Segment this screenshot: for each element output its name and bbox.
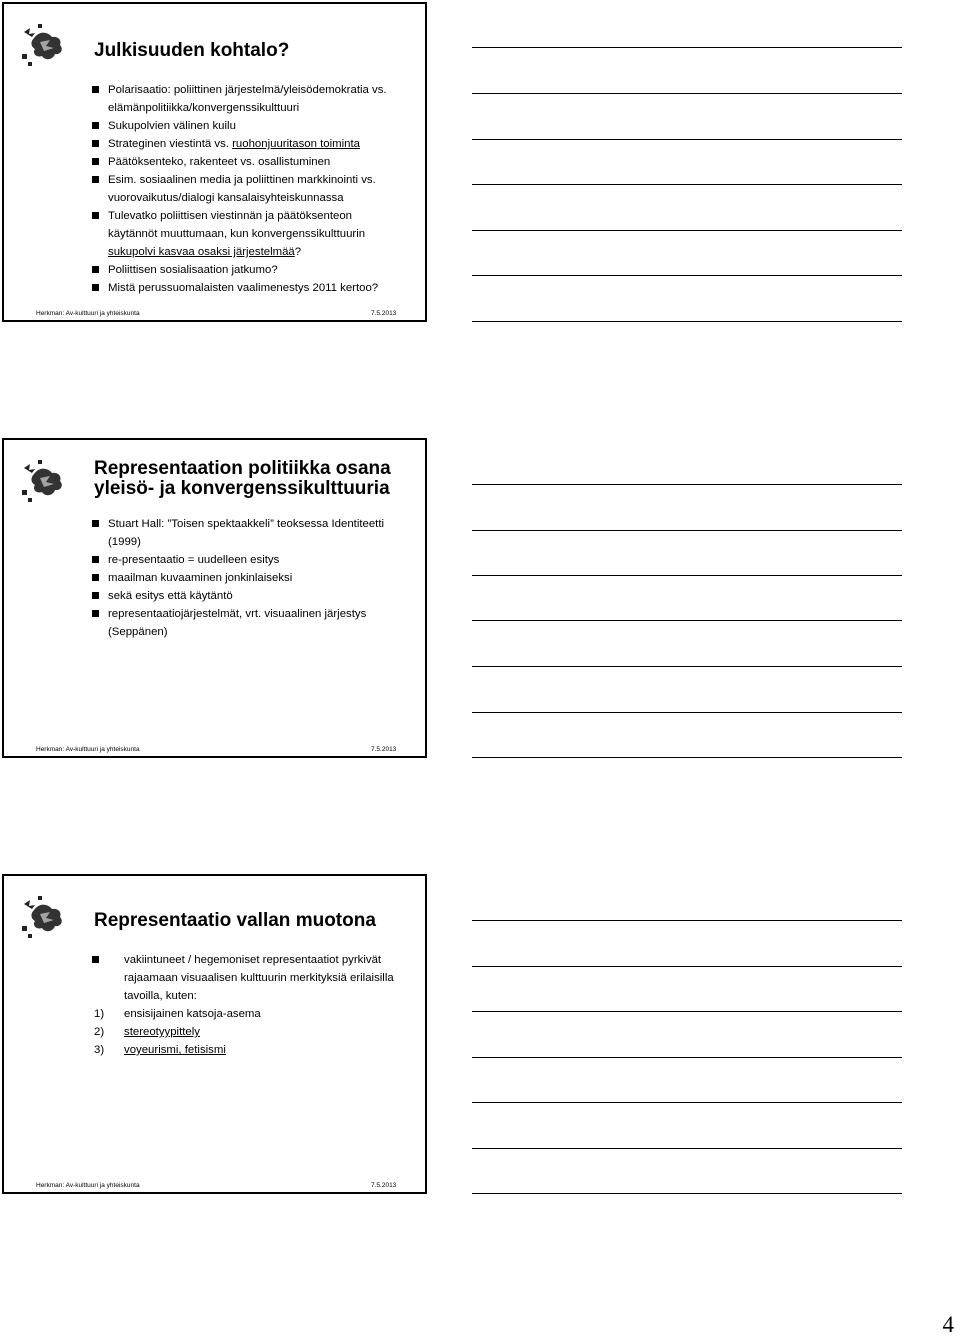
underlined-text: stereotyypittely (124, 1026, 200, 1038)
numbered-item: 3) voyeurismi, fetisismi (94, 1044, 226, 1056)
note-line (472, 484, 902, 485)
numbered-item: 2) stereotyypittely (94, 1026, 200, 1038)
university-logo-icon (20, 896, 64, 940)
slide-body (88, 951, 405, 1059)
slide-title: Representaation politiikka osana yleisö- ja konvergenssikulttuuria (94, 458, 391, 499)
slide-3 (2, 874, 427, 1194)
note-line (472, 1011, 902, 1012)
note-line (472, 530, 902, 531)
square-bullet-icon (92, 956, 99, 963)
slide-2 (2, 438, 427, 758)
note-line (472, 93, 902, 94)
page-number: 4 (942, 1312, 954, 1337)
list-item: maailman kuvaaminen jonkinlaiseksi (88, 569, 405, 587)
square-bullet-icon (92, 266, 99, 273)
note-line (472, 1102, 902, 1103)
square-bullet-icon (92, 176, 99, 183)
square-bullet-icon (92, 122, 99, 129)
slide-footer-author: Herkman: Av-kulttuuri ja yhteiskunta (36, 746, 140, 753)
square-bullet-icon (92, 520, 99, 527)
slide-footer-author: Herkman: Av-kulttuuri ja yhteiskunta (36, 1182, 140, 1189)
numbered-item: 1) ensisijainen katsoja-asema (94, 1008, 261, 1020)
slide-title: Representaatio vallan muotona (94, 910, 376, 931)
square-bullet-icon (92, 158, 99, 165)
square-bullet-icon (92, 212, 99, 219)
note-line (472, 1148, 902, 1149)
note-line (472, 920, 902, 921)
list-item: representaatiojärjestelmät, vrt. visuaalinen järjestys (88, 605, 405, 623)
slide-body (88, 515, 405, 641)
list-item: Poliittisen sosialisaation jatkumo? (88, 261, 405, 279)
list-item: Stuart Hall: ”Toisen spektaakkeli” teoksessa Identiteetti (88, 515, 405, 533)
note-line (472, 712, 902, 713)
square-bullet-icon (92, 556, 99, 563)
list-item: Päätöksenteko, rakenteet vs. osallistuminen (88, 153, 405, 171)
note-line (472, 1057, 902, 1058)
note-line (472, 966, 902, 967)
note-line (472, 666, 902, 667)
slide-footer-date: 7.5.2013 (371, 310, 397, 317)
slide-footer-date: 7.5.2013 (371, 746, 397, 753)
list-item-continuation: käytännöt muuttumaan, kun konvergenssikulttuurin (108, 228, 366, 240)
university-logo-icon (20, 24, 64, 68)
note-line (472, 1193, 902, 1194)
slide-footer-date: 7.5.2013 (371, 1182, 397, 1189)
list-item-continuation: tavoilla, kuten: (124, 990, 197, 1002)
square-bullet-icon (92, 610, 99, 617)
list-item: Esim. sosiaalinen media ja poliittinen markkinointi vs. (88, 171, 405, 189)
list-item-continuation: (1999) (108, 536, 141, 548)
university-logo-icon (20, 460, 64, 504)
underlined-text: ruohonjuuritason toiminta (232, 138, 361, 150)
list-item-continuation: rajaamaan visuaalisen kulttuurin merkityksiä erilaisilla (124, 972, 394, 984)
slide-body (88, 81, 405, 297)
list-item-continuation: (Seppänen) (108, 626, 168, 638)
list-item-continuation: elämänpolitiikka/konvergenssikulttuuri (108, 102, 300, 114)
list-item: vakiintuneet / hegemoniset representaatiot pyrkivät (88, 951, 405, 969)
list-item-continuation: sukupolvi kasvaa osaksi järjestelmää? (108, 246, 302, 258)
note-line (472, 321, 902, 322)
square-bullet-icon (92, 284, 99, 291)
square-bullet-icon (92, 140, 99, 147)
square-bullet-icon (92, 592, 99, 599)
list-item: re-presentaatio = uudelleen esitys (88, 551, 405, 569)
note-line (472, 620, 902, 621)
list-item: Tulevatko poliittisen viestinnän ja päätöksenteon (88, 207, 405, 225)
slide-1 (2, 2, 427, 322)
square-bullet-icon (92, 574, 99, 581)
underlined-text: voyeurismi, fetisismi (124, 1044, 226, 1056)
list-item: Strateginen viestintä vs. ruohonjuuritason toiminta (88, 135, 405, 153)
square-bullet-icon (92, 86, 99, 93)
note-line (472, 757, 902, 758)
list-item: sekä esitys että käytäntö (88, 587, 405, 605)
slide-footer-author: Herkman: Av-kulttuuri ja yhteiskunta (36, 310, 140, 317)
slide-title: Julkisuuden kohtalo? (94, 40, 290, 61)
note-line (472, 575, 902, 576)
note-line (472, 184, 902, 185)
list-item: Polarisaatio: poliittinen järjestelmä/yleisödemokratia vs. (88, 81, 405, 99)
note-line (472, 139, 902, 140)
note-line (472, 230, 902, 231)
list-item: Mistä perussuomalaisten vaalimenestys 2011 kertoo? (88, 279, 405, 297)
note-line (472, 47, 902, 48)
list-item-continuation: vuorovaikutus/dialogi kansalaisyhteiskunnassa (108, 192, 344, 204)
list-item: Sukupolvien välinen kuilu (88, 117, 405, 135)
note-line (472, 275, 902, 276)
underlined-text: sukupolvi kasvaa osaksi järjestelmää (108, 246, 295, 258)
